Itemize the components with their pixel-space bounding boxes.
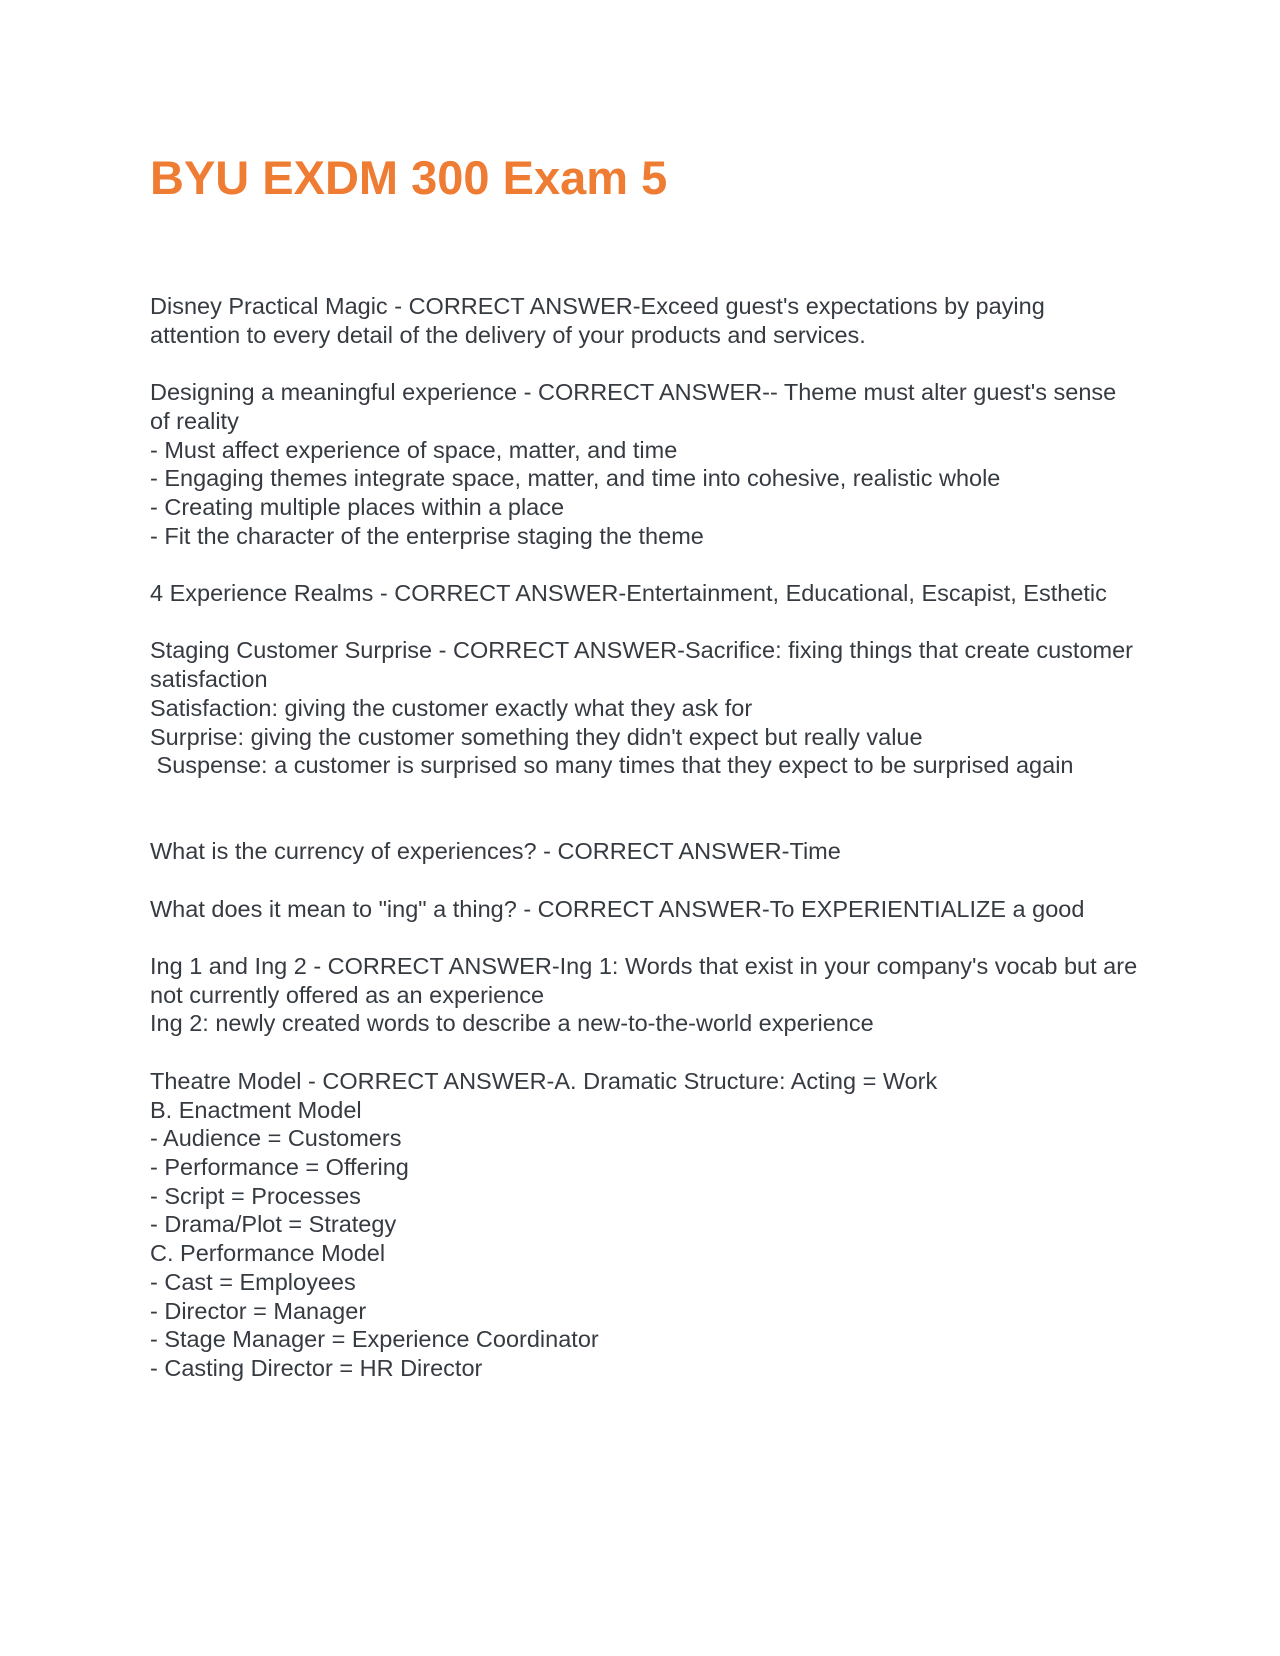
text-line: - Casting Director = HR Director [150, 1354, 483, 1381]
text-line: Disney Practical Magic - CORRECT ANSWER-Exceed guest's expectations by paying attention to every detail of the delivery of your products and services. [150, 293, 1052, 348]
document-title: BYU EXDM 300 Exam 5 [150, 151, 668, 204]
text-line: Theatre Model - CORRECT ANSWER-A. Dramatic Structure: Acting = Work [150, 1067, 938, 1094]
text-line: - Director = Manager [150, 1297, 367, 1324]
qa-currency-of-experiences [150, 837, 1140, 866]
text-line: - Cast = Employees [150, 1268, 356, 1295]
text-line: B. Enactment Model [150, 1096, 362, 1123]
qa-ing1-ing2 [150, 952, 1144, 1038]
text-line: - Audience = Customers [150, 1125, 402, 1152]
text-line: - Performance = Offering [150, 1153, 409, 1180]
text-line: Designing a meaningful experience - CORRECT ANSWER-- Theme must alter guest's sense of reality [150, 379, 1123, 434]
text-line: - Drama/Plot = Strategy [150, 1211, 397, 1238]
text-line: - Must affect experience of space, matter, and time [150, 436, 678, 463]
text-line: Satisfaction: giving the customer exactly what they ask for [150, 694, 753, 721]
text-line: Staging Customer Surprise - CORRECT ANSWER-Sacrifice: fixing things that create customer satisfaction [150, 637, 1140, 693]
text-line: - Engaging themes integrate space, matter, and time into cohesive, realistic whole [150, 465, 1001, 492]
text-line: Suspense: a customer is surprised so many times that they expect to be surprised again [150, 752, 1074, 779]
text-line: Surprise: giving the customer something they didn't expect but really value [150, 723, 923, 750]
document-body [150, 292, 1144, 1411]
text-line: - Script = Processes [150, 1182, 361, 1209]
qa-staging-customer-surprise [150, 636, 1140, 780]
text-line: - Fit the character of the enterprise staging the theme [150, 522, 704, 549]
qa-theatre-model [150, 1067, 1140, 1383]
text-line: What is the currency of experiences? - CORRECT ANSWER-Time [150, 838, 841, 865]
text-line: 4 Experience Realms - CORRECT ANSWER-Entertainment, Educational, Escapist, Esthetic [150, 580, 1107, 606]
qa-experience-realms [150, 579, 1140, 608]
qa-ing-a-thing [150, 895, 1140, 924]
text-line: - Stage Manager = Experience Coordinator [150, 1326, 599, 1353]
text-line: Ing 1 and Ing 2 - CORRECT ANSWER-Ing 1: Words that exist in your company's vocab but are not currently offered as an experience [150, 953, 1144, 1008]
text-line: Ing 2: newly created words to describe a new-to-the-world experience [150, 1010, 874, 1037]
text-line: C. Performance Model [150, 1240, 386, 1267]
qa-designing-meaningful-experience [150, 378, 1140, 550]
qa-disney-practical-magic [150, 292, 1140, 349]
text-line: What does it mean to "ing" a thing? - CORRECT ANSWER-To EXPERIENTIALIZE a good [150, 895, 1085, 922]
text-line: - Creating multiple places within a place [150, 493, 565, 520]
